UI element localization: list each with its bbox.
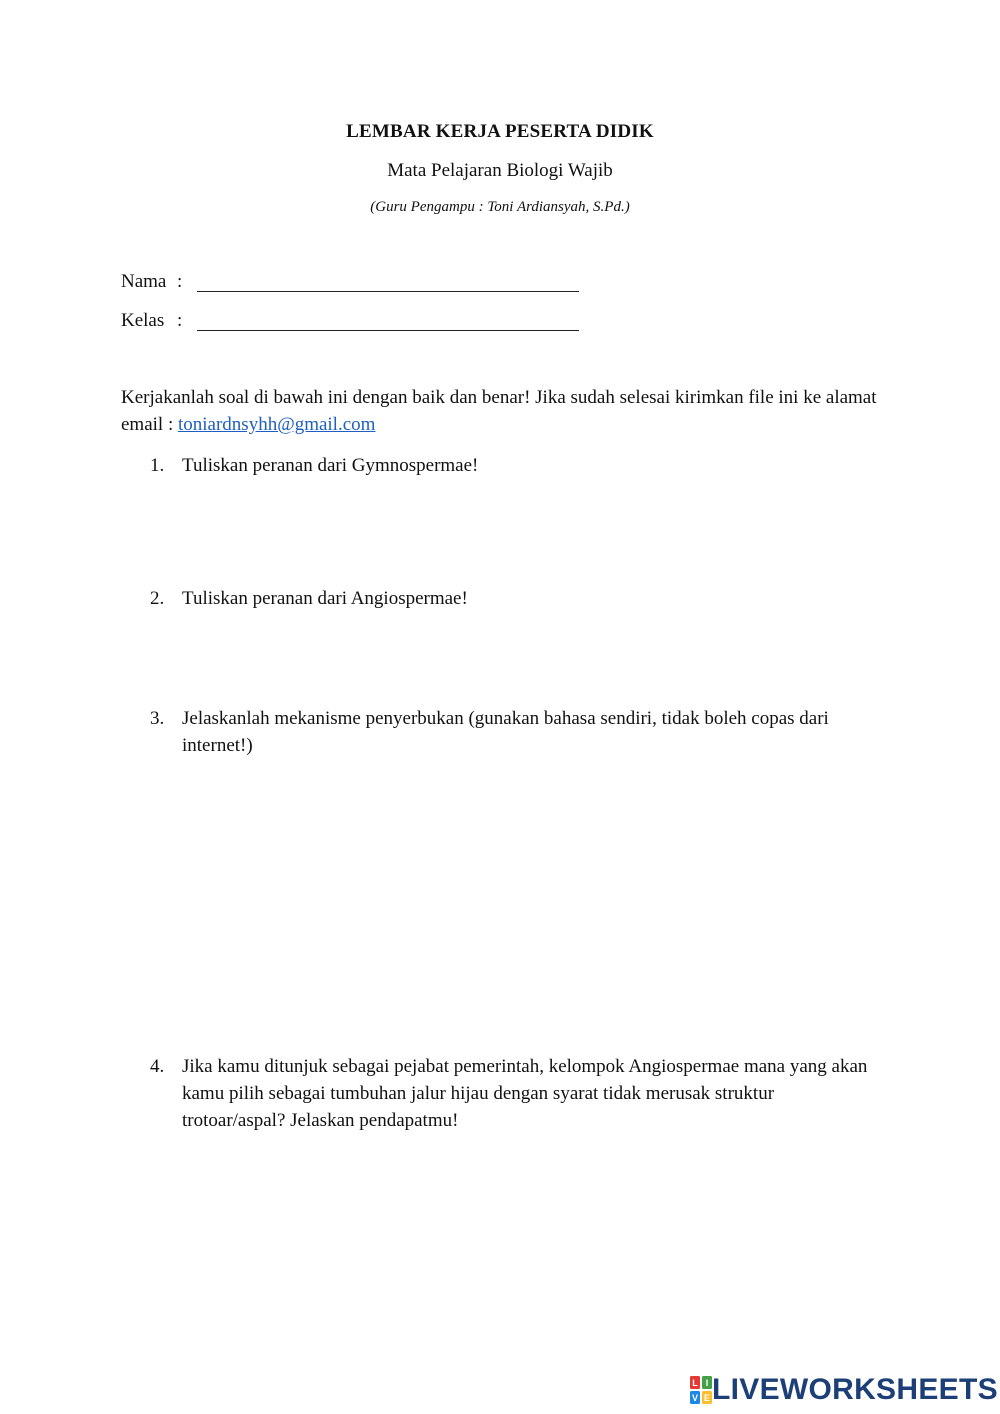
email-link[interactable]: toniardnsyhh@gmail.com <box>177 414 376 435</box>
page-title: LEMBAR KERJA PESERTA DIDIK <box>346 121 654 142</box>
liveworksheets-brand <box>690 1372 998 1408</box>
question-3 <box>150 705 875 759</box>
class-colon: : <box>177 310 183 331</box>
question-text: Jika kamu ditunjuk sebagai pejabat pemerintah, kelompok Angiospermae mana yang akan kamu pilih sebagai tumbuhan jalur hijau dengan syarat tidak merusak struktur trotoar/aspal? Jelaskan pendapatmu! <box>182 1056 868 1131</box>
subject-subtitle: Mata Pelajaran Biologi Wajib <box>387 160 613 181</box>
question-number: 4. <box>150 1056 165 1077</box>
question-text: Tuliskan peranan dari Gymnospermae! <box>182 455 479 476</box>
question-number: 3. <box>150 708 165 729</box>
instruction-body: Kerjakanlah soal di bawah ini dengan baik dan benar! Jika sudah selesai kirimkan file ini ke alamat email : <box>121 387 877 435</box>
teacher-name: (Guru Pengampu : Toni Ardiansyah, S.Pd.) <box>370 199 630 215</box>
name-field-row <box>121 271 579 293</box>
name-label: Nama <box>121 271 167 292</box>
question-text: Tuliskan peranan dari Angiospermae! <box>182 588 468 609</box>
name-colon: : <box>177 271 183 292</box>
question-4 <box>150 1053 875 1134</box>
class-field-row <box>121 310 579 332</box>
question-1 <box>150 452 875 479</box>
class-label: Kelas <box>121 310 165 331</box>
class-answer-line[interactable] <box>197 310 579 331</box>
question-2 <box>150 585 875 612</box>
liveworksheets-logo-icon <box>690 1376 712 1404</box>
logo-letter: L <box>692 1378 698 1388</box>
question-text: Jelaskanlah mekanisme penyerbukan (gunakan bahasa sendiri, tidak boleh copas dari internet!) <box>182 708 829 756</box>
instruction-text <box>121 384 881 438</box>
brand-name: LIVEWORKSHEETS <box>712 1373 998 1406</box>
logo-letter: I <box>705 1378 709 1388</box>
name-answer-line[interactable] <box>197 271 579 292</box>
question-number: 1. <box>150 455 165 476</box>
question-number: 2. <box>150 588 165 609</box>
logo-letter: E <box>703 1393 711 1403</box>
logo-letter: V <box>691 1393 699 1403</box>
